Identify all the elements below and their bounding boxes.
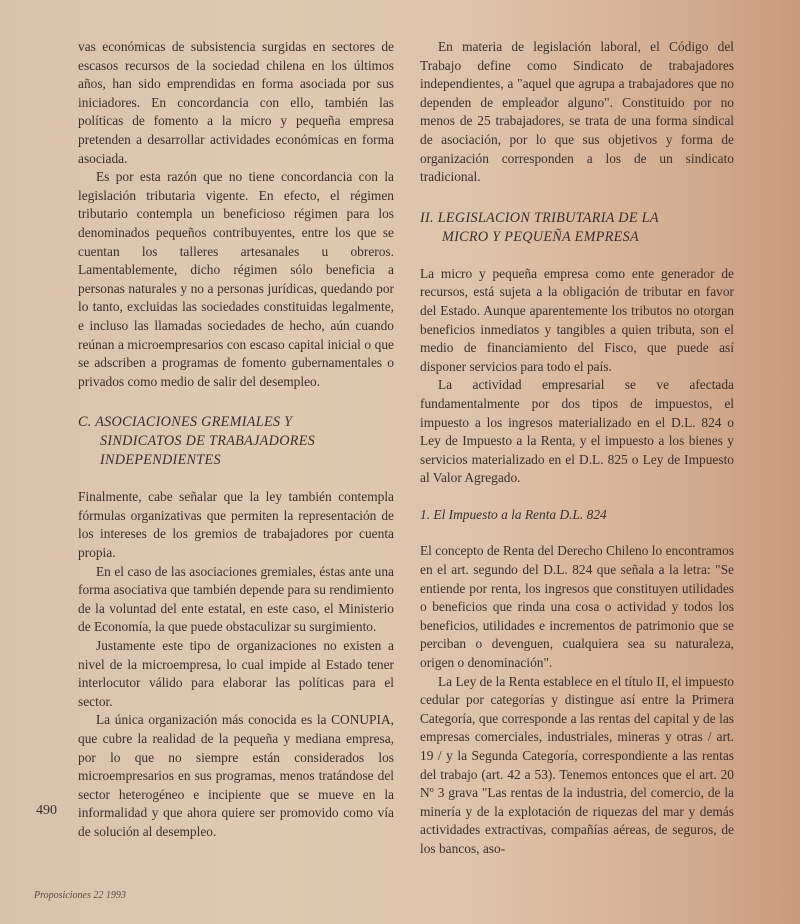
paragraph: La única organización más conocida es la CONUPIA, que cubre la realidad de la pequeña y mediana empresa, por lo que no siempre están considerados los microempresarios en sus programas, menos tratándose del sector heterogéneo e incipiente que se mueve en la informalidad y que ahora quiere ser promovido como vía de solución al desempleo. (78, 712, 394, 839)
right-column (420, 38, 734, 859)
paragraph: La actividad empresarial se ve afectada fundamentalmente por dos tipos de impuestos, el impuesto a los ingresos materializado en el D.L. 824 o Ley de Impuesto a la Renta, y el impuesto a los bienes y servicios materializado en el D.L. 825 o Ley de Impuesto al Valor Agregado. (420, 377, 734, 486)
paragraph: En el caso de las asociaciones gremiales, éstas ante una forma asociativa que también depende para su rendimiento de la voluntad del ente estatal, en este caso, el Ministerio de Economía, la que puede obstaculizar su surgimiento. (78, 563, 394, 635)
heading-line: INDEPENDIENTES (100, 452, 221, 469)
page-number: 490 (36, 803, 57, 818)
paragraph: En materia de legislación laboral, el Código del Trabajo define como Sindicato de trabajadores independientes, a "aquel que agrupa a trabajadores que no dependen de empleador alguno". Constituido por no menos de 25 trabajadores, se trata de una forma sindical de asociación, por lo que sus objetivos y forma de organización corresponden a los de un sindicato tradicional. (420, 39, 734, 185)
heading-line: SINDICATOS DE TRABAJADORES (100, 433, 316, 450)
paragraph: vas económicas de subsistencia surgidas en sectores de escasos recursos de la sociedad chilena en los últimos años, han sido emprendidas en forma asociada por sus iniciadores. En concordancia con ello, también las políticas de fomento a la micro y pequeña empresa pretenden a desarrollar actividades económicas en forma asociada. (78, 39, 394, 166)
paragraph: La Ley de la Renta establece en el título II, el impuesto cedular por categorías y distingue así entre la Primera Categoría, que corresponde a las rentas del capital y de las empresas comerciales, industriales, mineras y otras / art. 19 / y la Segunda Categoría, correspondiente a las rentas del trabajo (art. 42 a 53). Tenemos entonces que el art. 20 Nº 3 grava "Las rentas de la industria, del comercio, de la minería y de la explotación de riquezas del mar y demás actividades extractivas, compañías aéreas, de seguros, de los bancos, aso- (420, 673, 734, 856)
heading-line: C. ASOCIACIONES GREMIALES Y (78, 414, 293, 431)
paragraph: Es por esta razón que no tiene concordancia con la legislación tributaria vigente. En efecto, el régimen tributario contempla un beneficioso régimen para los denominados pequeños contribuyentes, entre los que se cuentan los talleres artesanales u obreros. Lamentablemente, dicho régimen sólo beneficia a personas naturales y no a personas jurídicas, quedando por lo tanto, excluidas las sociedades constituidas legalmente, e incluso las llamadas sociedades de hecho, aún cuando reúnan a microempresarios con escaso capital inicial o que se adscriben a programas de fomento gubernamentales o privados como medio de salir del desempleo. (78, 169, 394, 389)
paragraph: Finalmente, cabe señalar que la ley también contempla fórmulas organizativas que permiten la representación de los intereses de los gremios de trabajadores por cuenta propia. (78, 489, 394, 561)
left-column (78, 38, 394, 842)
heading-line: II. LEGISLACION TRIBUTARIA DE LA (420, 209, 659, 226)
paragraph: La micro y pequeña empresa como ente generador de recursos, está sujeta a la obligación de tributar en favor del Estado. Aunque aparentemente los tributos no otorgan beneficios inmediatos y tangibles a quien tributa, son el medio de financiamiento del Fisco, que puede así disponer servicios para todo el país. (420, 265, 734, 374)
paragraph: El concepto de Renta del Derecho Chileno lo encontramos en el art. segundo del D.L. 824 que señala a la letra: "Se entiende por renta, los ingresos que constituyen utilidades o beneficios que rinda una cosa o actividad y todos los beneficios, utilidades e incrementos de patrimonio que se perciban o devenguen, cualquiera sea su naturaleza, origen o denominación". (420, 543, 734, 671)
heading-line: MICRO Y PEQUEÑA EMPRESA (442, 228, 639, 245)
subsection-heading: 1. El Impuesto a la Renta D.L. 824 (420, 506, 607, 522)
section-heading-c (78, 413, 394, 470)
section-heading-ii (420, 209, 734, 247)
running-footer: Proposiciones 22 1993 (34, 890, 126, 901)
paragraph: Justamente este tipo de organizaciones no existen a nivel de la microempresa, lo cual impide al Estado tener interlocutor válido para elaborar las políticas para el sector. (78, 638, 394, 709)
